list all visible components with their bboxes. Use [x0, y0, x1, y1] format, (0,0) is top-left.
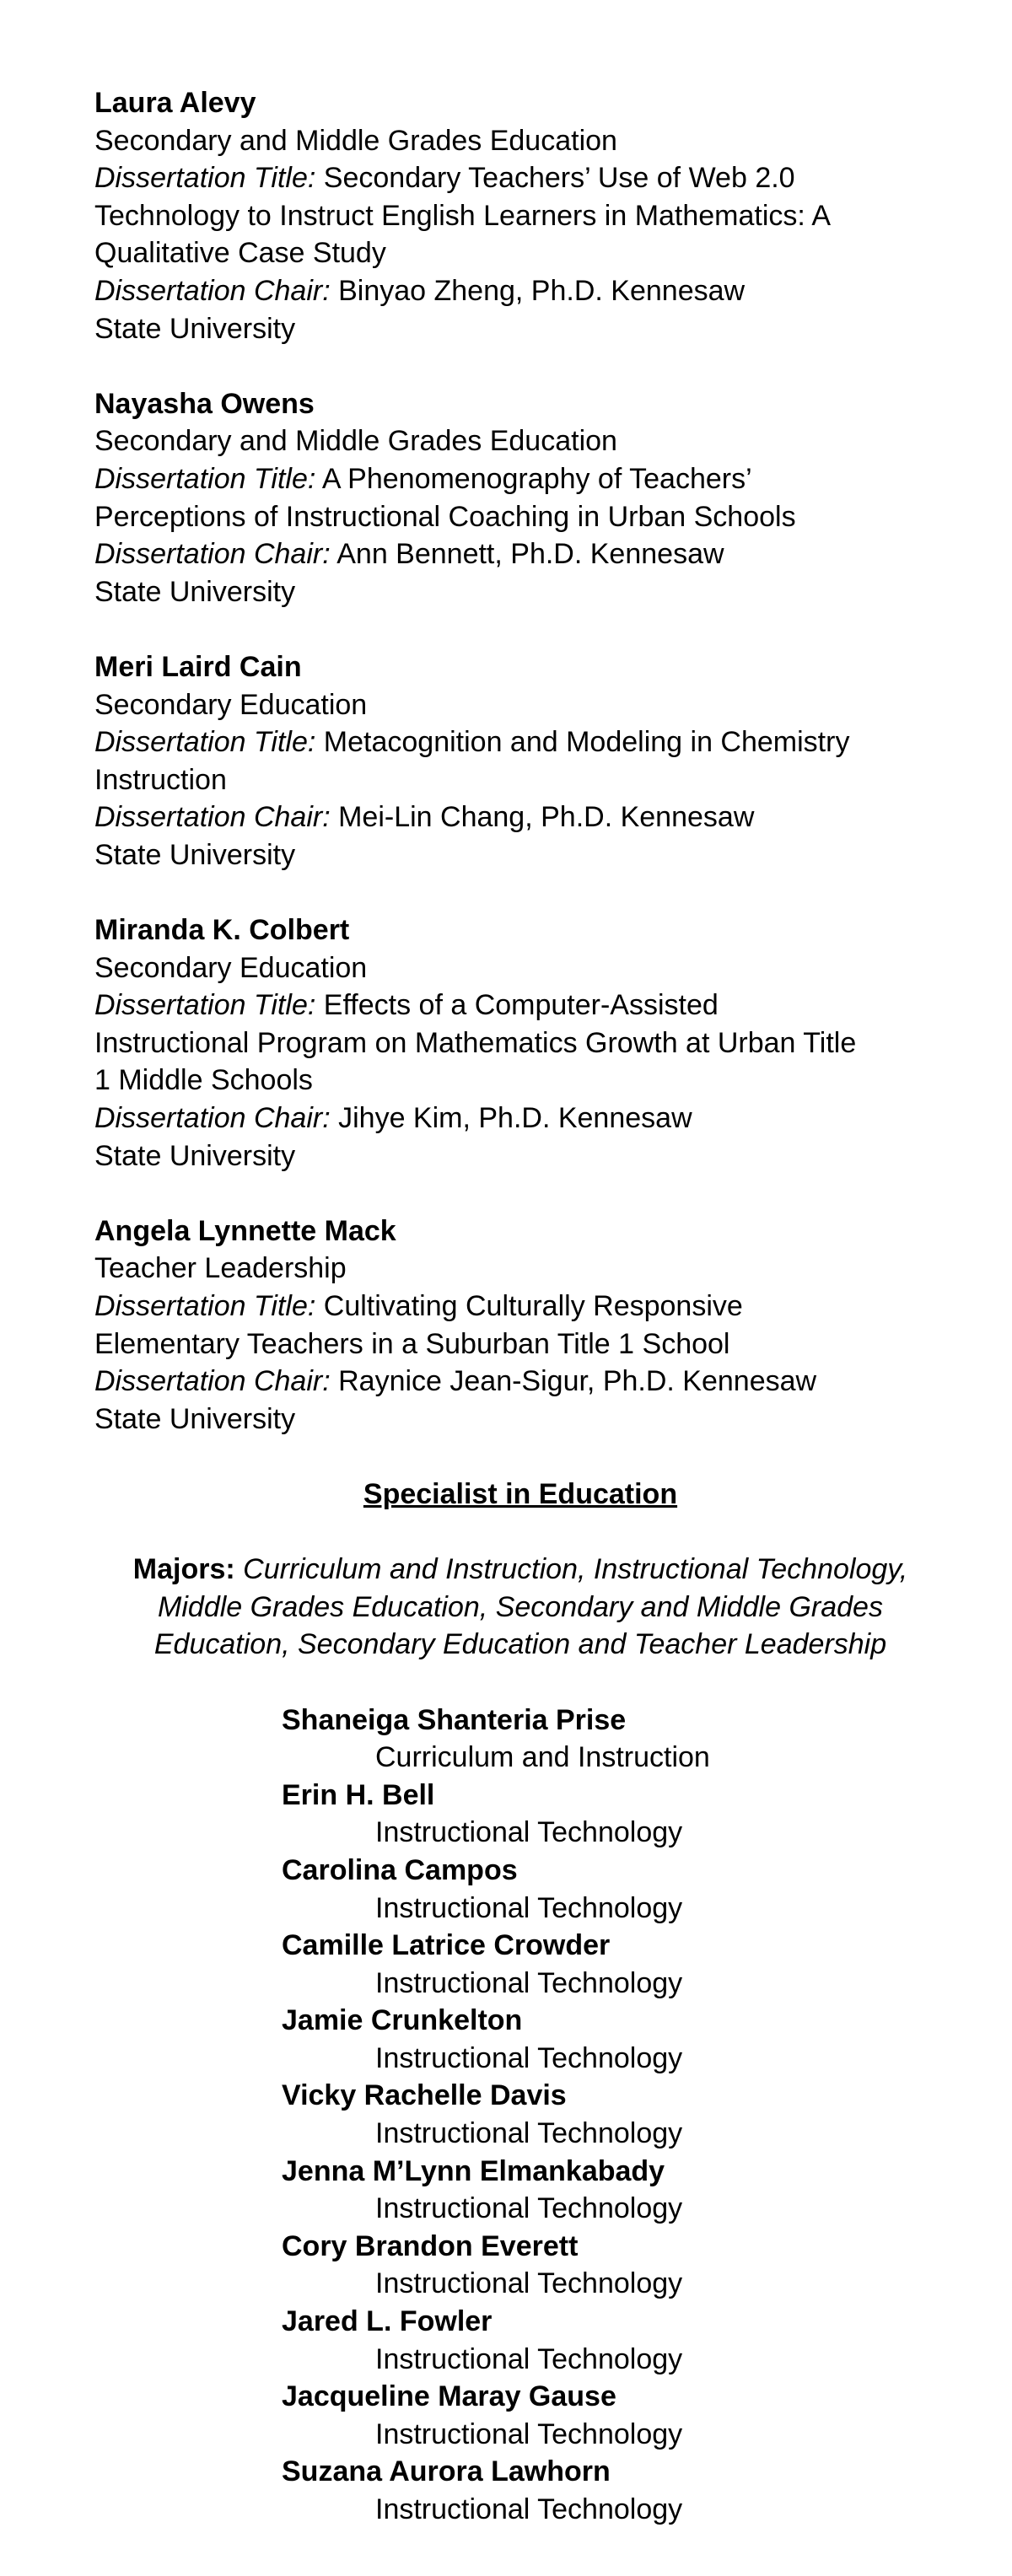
majors-list: Education, Secondary Education and Teacher Leadership	[153, 1628, 887, 1661]
dissertation-chair-label: Dissertation Chair:	[94, 274, 331, 307]
graduate-program: Secondary Education	[94, 688, 368, 721]
dissertation-title-line	[94, 159, 946, 197]
dissertation-title-line	[94, 1288, 946, 1326]
dissertation-title-text: Elementary Teachers in a Suburban Title 1 School	[94, 1327, 730, 1360]
dissertation-title-text: Instructional Program on Mathematics Growth at Urban Title	[94, 1026, 857, 1059]
graduate-name: Carolina Campos	[282, 1853, 518, 1886]
dissertation-chair-label: Dissertation Chair:	[94, 801, 331, 834]
dissertation-title-line	[94, 723, 946, 761]
dissertation-chair-text: Binyao Zheng, Ph.D. Kennesaw	[330, 274, 746, 307]
majors-line	[94, 1551, 946, 1589]
dissertation-chair-text: Raynice Jean-Sigur, Ph.D. Kennesaw	[330, 1365, 817, 1398]
graduate-program: Teacher Leadership	[94, 1252, 347, 1285]
list-item	[282, 1927, 946, 2002]
dissertation-chair-label: Dissertation Chair:	[94, 538, 331, 571]
graduate-major: Instructional Technology	[375, 2041, 683, 2074]
dissertation-title-line	[94, 460, 946, 498]
dissertation-chair-text: Mei-Lin Chang, Ph.D. Kennesaw	[330, 801, 755, 834]
dissertation-chair-line	[94, 1100, 946, 1137]
dissertation-title-label: Dissertation Title:	[94, 989, 316, 1022]
majors-list: Curriculum and Instruction, Instructional Technology,	[234, 1553, 908, 1586]
dissertation-title-text: A Phenomenography of Teachers’	[315, 462, 752, 495]
graduate-name: Laura Alevy	[94, 87, 256, 119]
list-item	[282, 2002, 946, 2077]
graduate-major: Instructional Technology	[375, 1891, 683, 1924]
graduate-major: Instructional Technology	[375, 2267, 683, 2300]
graduate-name: Jamie Crunkelton	[282, 2004, 523, 2037]
graduate-major: Instructional Technology	[375, 2342, 683, 2375]
list-item	[282, 2228, 946, 2303]
section-heading: Specialist in Education	[363, 1477, 678, 1510]
dissertation-title-line	[94, 987, 946, 1024]
dissertation-chair-line	[94, 799, 946, 836]
graduate-program: Secondary Education	[94, 951, 368, 984]
specialist-graduate-list	[282, 1702, 946, 2529]
majors-statement	[94, 1551, 946, 1664]
dissertation-chair-line	[94, 272, 946, 310]
dissertation-chair-label: Dissertation Chair:	[94, 1365, 331, 1398]
list-item	[282, 2303, 946, 2378]
graduate-major: Instructional Technology	[375, 2117, 683, 2150]
graduate-name: Erin H. Bell	[282, 1778, 435, 1811]
graduate-major: Instructional Technology	[375, 2417, 683, 2450]
majors-list: Middle Grades Education, Secondary and Middle Grades	[158, 1590, 883, 1623]
graduate-program: Secondary and Middle Grades Education	[94, 425, 617, 458]
graduate-major: Instructional Technology	[375, 2192, 683, 2225]
dissertation-title-label: Dissertation Title:	[94, 462, 316, 495]
doctoral-entry	[94, 84, 946, 347]
dissertation-title-text: Cultivating Culturally Responsive	[315, 1290, 743, 1322]
doctoral-entry	[94, 1213, 946, 1439]
doctoral-entry	[94, 648, 946, 874]
dissertation-title-label: Dissertation Title:	[94, 726, 316, 759]
dissertation-title-label: Dissertation Title:	[94, 162, 316, 195]
graduate-name: Suzana Aurora Lawhorn	[282, 2455, 611, 2488]
program-page	[94, 84, 946, 2529]
graduate-major: Instructional Technology	[375, 2493, 683, 2525]
list-item	[282, 2153, 946, 2228]
dissertation-chair-text: State University	[94, 575, 296, 608]
dissertation-chair-line	[94, 1363, 946, 1401]
graduate-name: Cory Brandon Everett	[282, 2229, 579, 2262]
graduate-major: Instructional Technology	[375, 1966, 683, 1999]
graduate-name: Meri Laird Cain	[94, 650, 302, 683]
dissertation-chair-line	[94, 535, 946, 573]
graduate-name: Nayasha Owens	[94, 387, 315, 420]
dissertation-chair-text: State University	[94, 312, 296, 345]
dissertation-chair-text: State University	[94, 1402, 296, 1435]
doctoral-entry	[94, 912, 946, 1175]
graduate-name: Jacqueline Maray Gause	[282, 2380, 616, 2413]
dissertation-title-text: Effects of a Computer-Assisted	[315, 989, 719, 1022]
dissertation-title-text: Perceptions of Instructional Coaching in Urban Schools	[94, 500, 796, 533]
dissertation-chair-label: Dissertation Chair:	[94, 1102, 331, 1135]
dissertation-title-text: Metacognition and Modeling in Chemistry	[315, 726, 850, 759]
list-item	[282, 1777, 946, 1852]
graduate-name: Camille Latrice Crowder	[282, 1929, 611, 1962]
list-item	[282, 2378, 946, 2453]
list-item	[282, 1852, 946, 1927]
list-item	[282, 2453, 946, 2528]
dissertation-title-label: Dissertation Title:	[94, 1290, 316, 1322]
dissertation-chair-text: State University	[94, 1139, 296, 1172]
graduate-name: Miranda K. Colbert	[94, 914, 350, 947]
graduate-name: Shaneiga Shanteria Prise	[282, 1703, 627, 1736]
dissertation-title-text: Technology to Instruct English Learners in Mathematics: A	[94, 199, 832, 232]
majors-label: Majors:	[132, 1553, 235, 1586]
dissertation-title-text: 1 Middle Schools	[94, 1064, 313, 1097]
list-item	[282, 1702, 946, 1777]
doctoral-entry	[94, 385, 946, 611]
dissertation-title-text: Qualitative Case Study	[94, 237, 386, 270]
graduate-program: Secondary and Middle Grades Education	[94, 124, 617, 157]
list-item	[282, 2077, 946, 2152]
dissertation-chair-text: Ann Bennett, Ph.D. Kennesaw	[330, 538, 724, 571]
graduate-major: Instructional Technology	[375, 1816, 683, 1849]
graduate-major: Curriculum and Instruction	[375, 1741, 710, 1774]
graduate-name: Jared L. Fowler	[282, 2305, 493, 2338]
graduate-name: Jenna M’Lynn Elmankabady	[282, 2154, 665, 2187]
dissertation-chair-text: Jihye Kim, Ph.D. Kennesaw	[330, 1102, 692, 1135]
graduate-name: Vicky Rachelle Davis	[282, 2079, 567, 2112]
dissertation-chair-text: State University	[94, 838, 296, 871]
graduate-name: Angela Lynnette Mack	[94, 1214, 396, 1247]
dissertation-title-text: Secondary Teachers’ Use of Web 2.0	[315, 162, 795, 195]
dissertation-title-text: Instruction	[94, 763, 227, 796]
